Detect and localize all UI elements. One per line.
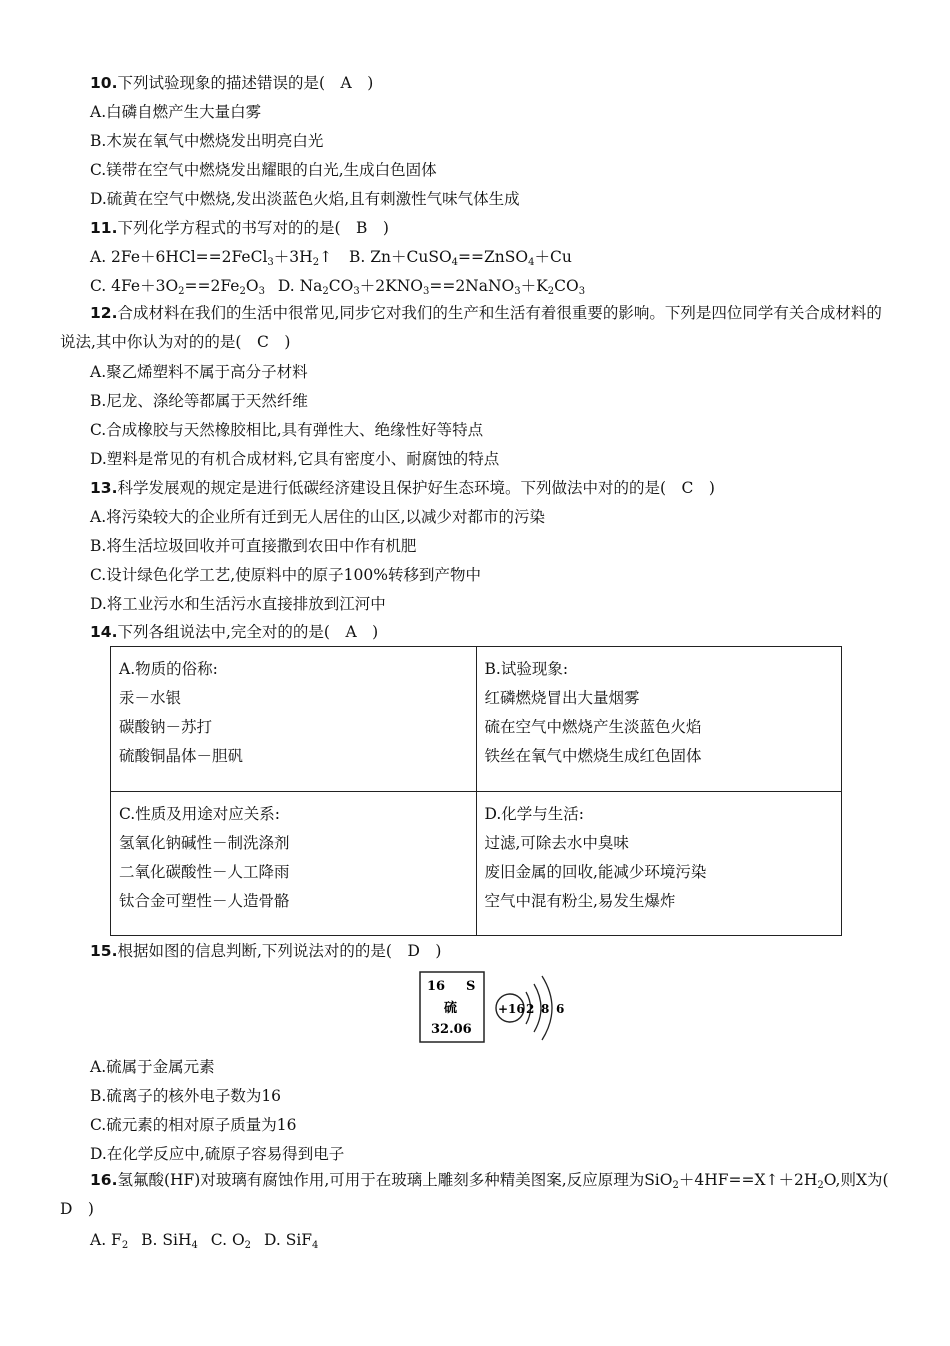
option-a: A.聚乙烯塑料不属于高分子材料 [90,363,308,381]
shell-electrons-3: 6 [556,1002,565,1016]
cell-title: A.物质的俗称: [119,660,218,678]
sulfur-element-figure [418,970,578,1046]
option-b: B. Zn＋CuSO$_4$==ZnSO$_4$＋Cu [349,248,572,268]
atomic-mass: 32.06 [431,1022,472,1037]
question-number: 15. [90,942,118,960]
cell-title: C.性质及用途对应关系: [119,804,280,823]
question-number: 13. [90,479,118,497]
question-14-stem [90,622,378,642]
cell-line: 铁丝在氧气中燃烧生成红色固体 [484,747,702,765]
option-d: D.在化学反应中,硫原子容易得到电子 [90,1145,345,1163]
cell-line: 硫酸铜晶体－胆矾 [119,747,244,765]
option-c: C.设计绿色化学工艺,使原料中的原子100%转移到产物中 [90,566,481,584]
question-number: 16. [90,1171,118,1189]
options-line-ab [90,247,572,267]
cell-line: 红磷燃烧冒出大量烟雾 [484,689,640,707]
option-c: C.合成橡胶与天然橡胶相比,具有弹性大、绝缘性好等特点 [90,421,484,439]
cell-title: D.化学与生活: [484,804,585,823]
question-text: 合成材料在我们的生活中很常见,同步它对我们的生产和生活有着很重要的影响。下列是四位同学有关合成材料的说法,其中你认为对的的是( C ) [60,304,882,351]
option-b: B.将生活垃圾回收并可直接撒到农田中作有机肥 [90,537,417,555]
question-text: 下列试验现象的描述错误的是( A ) [117,74,374,92]
cell-line: 钛合金可塑性－人造骨骼 [119,891,290,910]
option-d: D.将工业污水和生活污水直接排放到江河中 [90,595,386,613]
cell-line: 空气中混有粉尘,易发生爆炸 [484,891,676,910]
option-a: A. $F_2$ [90,1231,129,1251]
question-text: 根据如图的信息判断,下列说法对的的是( D ) [117,942,442,960]
table-cell-c [111,791,477,936]
options-line-cd [90,276,585,296]
option-b: B.尼龙、涤纶等都属于天然纤维 [90,392,308,410]
question-number: 10. [90,74,118,92]
option-a: A.硫属于金属元素 [90,1058,215,1076]
table-cell-b [476,647,842,792]
option-b: B.木炭在氧气中燃烧发出明亮白光 [90,132,324,150]
shell-electrons-2: 8 [541,1002,550,1016]
option-b: B.硫离子的核外电子数为16 [90,1087,282,1105]
question-13-stem [90,478,715,498]
options-table [110,646,842,936]
question-number: 12. [90,304,118,322]
question-12-stem [60,299,892,357]
option-a: A.白磷自燃产生大量白雾 [90,103,262,121]
element-name: 硫 [444,1001,458,1016]
cell-title: B.试验现象: [484,660,569,678]
option-d: D. SiF$_4$ [263,1231,319,1251]
cell-line: 硫在空气中燃烧产生淡蓝色火焰 [484,718,702,736]
question-text: 下列化学方程式的书写对的的是( B ) [117,219,389,237]
option-b: B. SiH$_4$ [141,1231,198,1251]
element-symbol: S [466,979,476,994]
nucleus-charge: +16 [498,1002,525,1016]
cell-line: 碳酸钠－苏打 [119,718,213,736]
question-text: 下列各组说法中,完全对的的是( A ) [117,623,379,641]
options-line [90,1230,318,1250]
question-15-stem [90,941,441,961]
question-16-stem: 16.氢氟酸(HF)对玻璃有腐蚀作用,可用于在玻璃上雕刻多种精美图案,反应原理为$SiO_2+4HF==X↑+2H_2O$,则X为( D ) [60,1171,905,1218]
cell-line: 二氧化碳酸性－人工降雨 [119,862,290,881]
option-d: D. $Na_2CO_3+2KNO_3==2NaNO_3+K_2CO_3$ [277,277,586,297]
question-11-stem [90,218,389,238]
option-d: D.塑料是常见的有机合成材料,它具有密度小、耐腐蚀的特点 [90,450,500,468]
cell-line: 废旧金属的回收,能减少环境污染 [484,862,707,881]
option-c: C. $O_2$ [210,1231,252,1251]
option-d: D.硫黄在空气中燃烧,发出淡蓝色火焰,且有刺激性气味气体生成 [90,190,520,208]
question-number: 11. [90,219,118,237]
electron-shell-2 [534,984,541,1032]
option-c: C. $4Fe+3O_2==2Fe_2O_3$ [90,277,265,297]
option-a: A.将污染较大的企业所有迁到无人居住的山区,以减少对都市的污染 [90,508,546,526]
option-a: A. $2Fe+6HCl==2FeCl_3+3H_2↑$ [90,248,333,268]
question-text: 科学发展观的规定是进行低碳经济建设且保护好生态环境。下列做法中对的的是( C ) [117,479,715,497]
table-cell-a [111,647,477,792]
atomic-number: 16 [427,979,446,994]
table-cell-d [476,791,842,936]
cell-line: 氢氧化钠碱性－制洗涤剂 [119,833,290,852]
shell-electrons-1: 2 [526,1002,535,1016]
question-10-stem [90,73,373,93]
option-c: C.硫元素的相对原子质量为16 [90,1116,297,1134]
question-number: 14. [90,623,118,641]
cell-line: 汞－水银 [119,689,182,707]
option-c: C.镁带在空气中燃烧发出耀眼的白光,生成白色固体 [90,161,437,179]
cell-line: 过滤,可除去水中臭味 [484,833,629,852]
